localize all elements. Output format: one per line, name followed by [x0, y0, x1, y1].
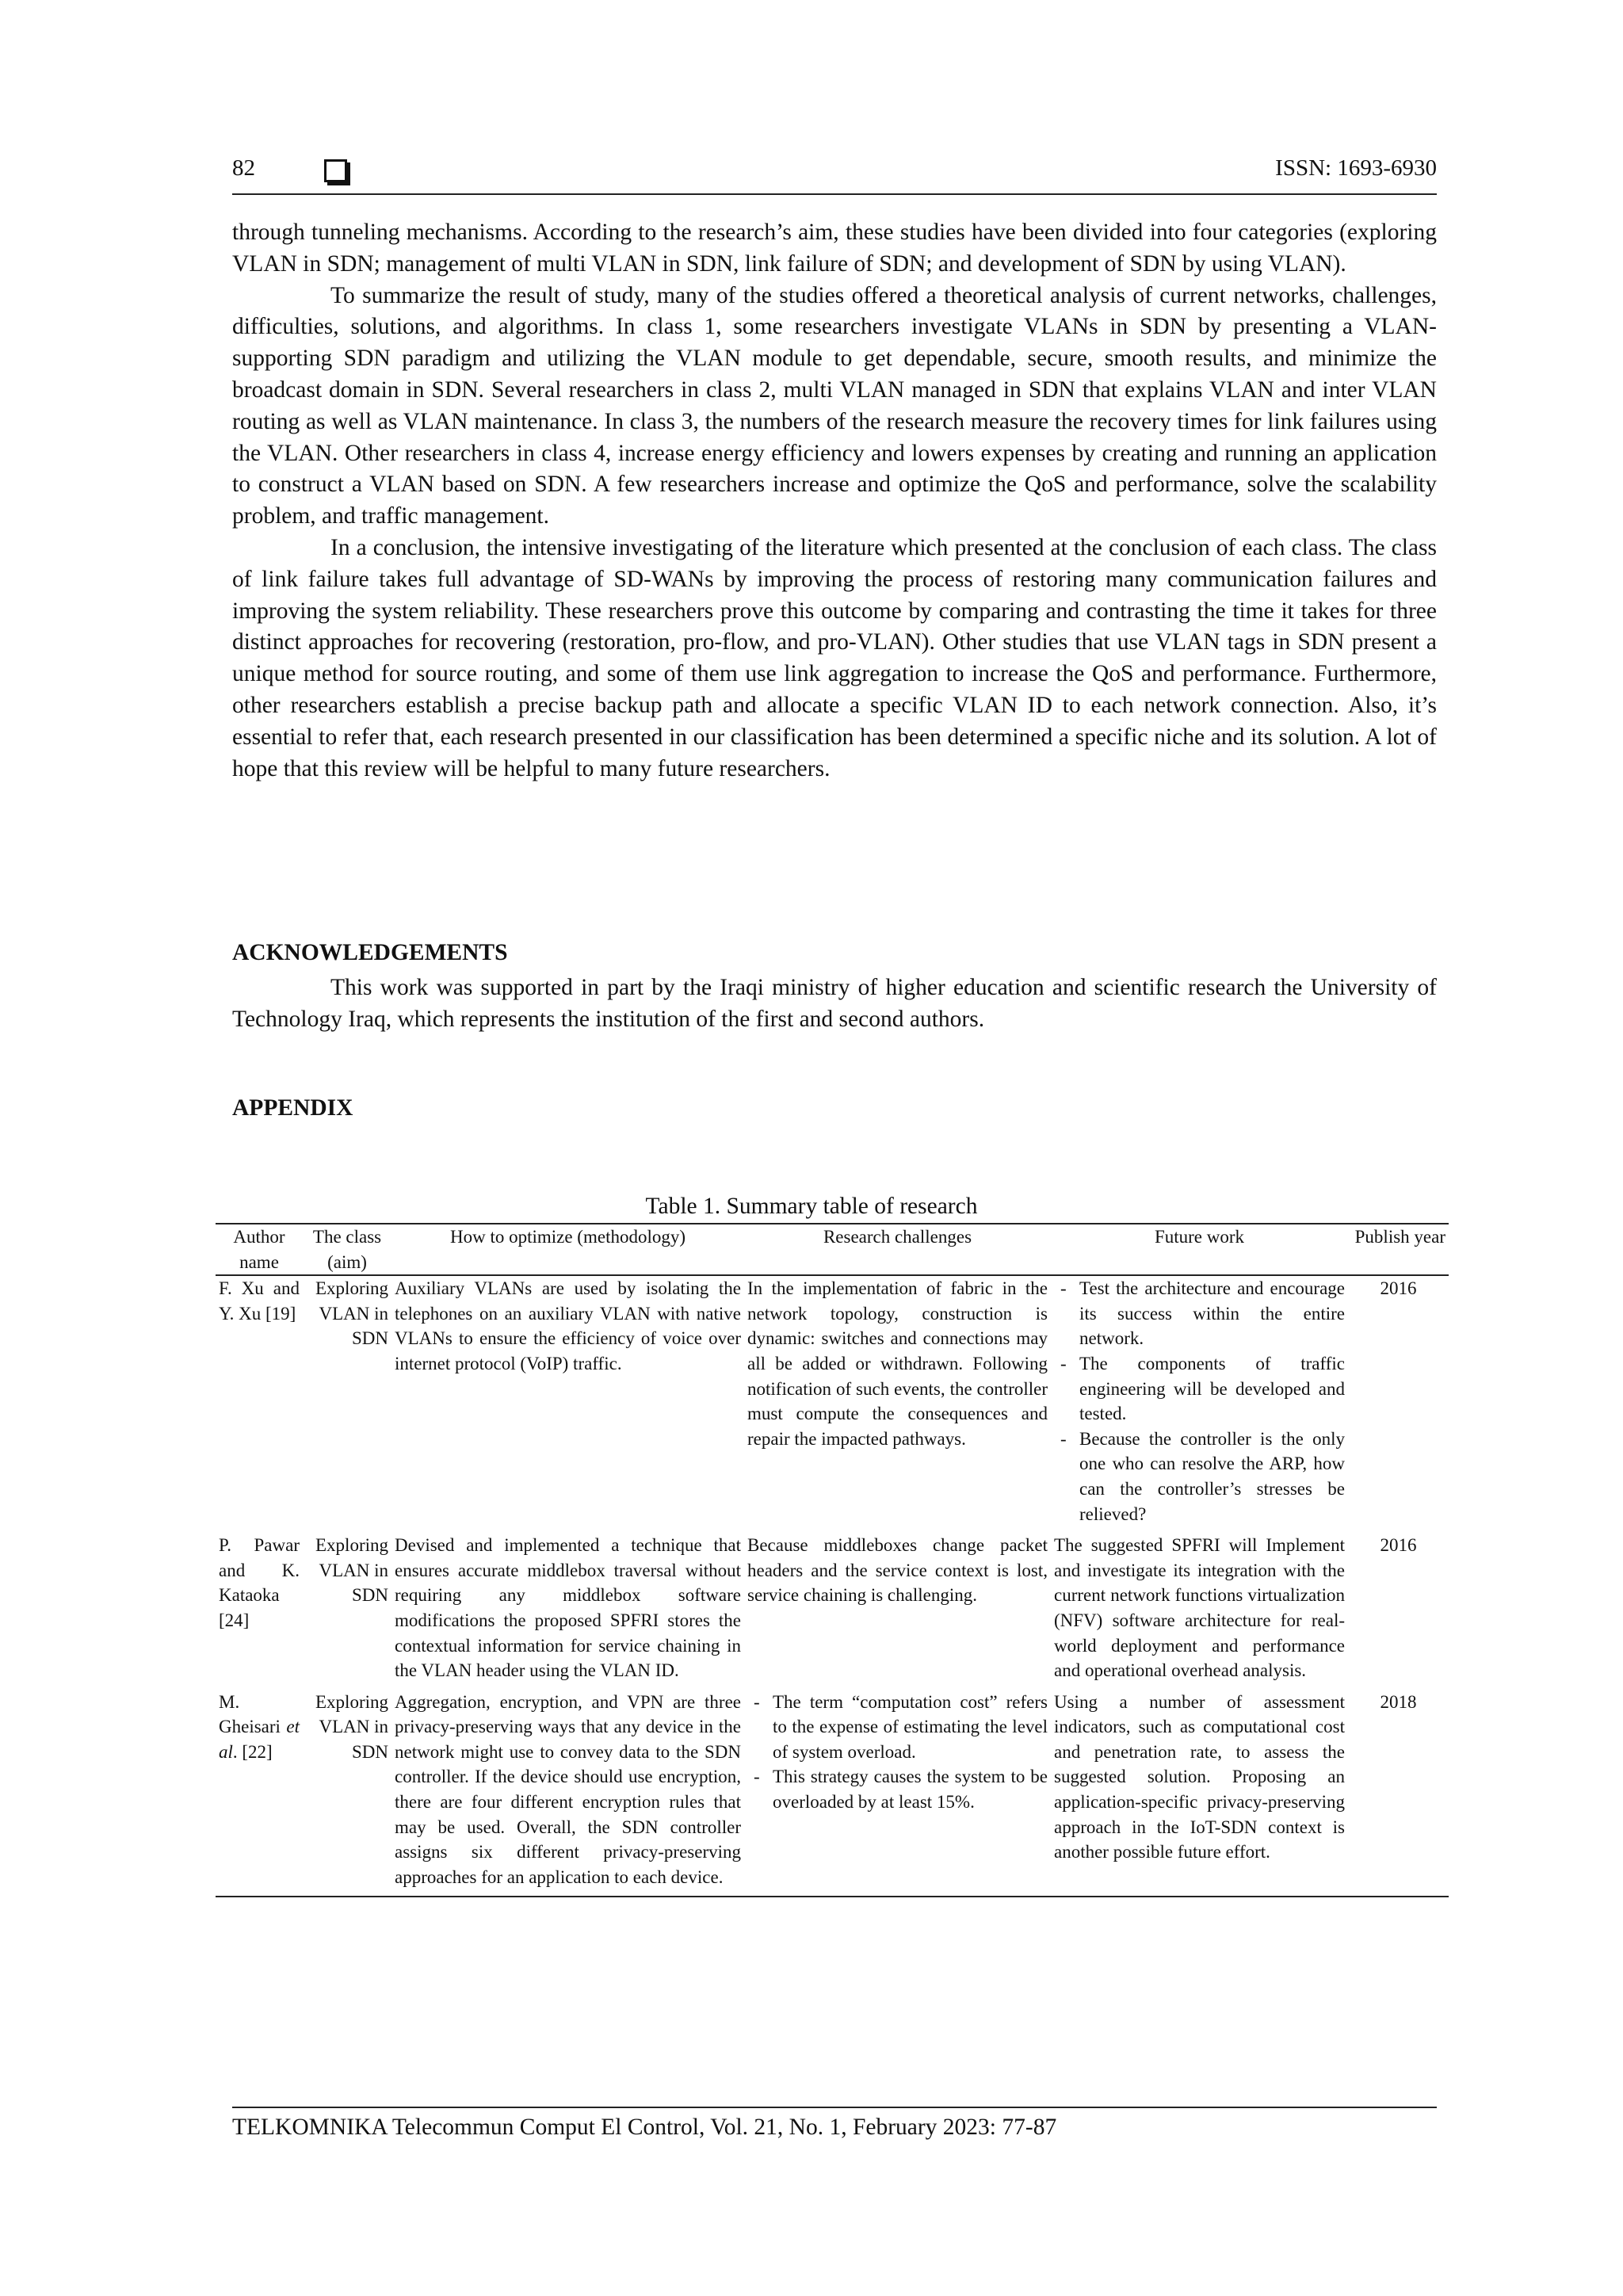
cell-method: Auxiliary VLANs are used by isolating the telephones on an auxiliary VLAN with native VLANs to ensure the efficiency of voice over internet protocol (VoIP) traffic.	[395, 1278, 741, 1373]
table-row	[216, 1533, 1449, 1690]
list-item: - This strategy causes the system to be overloaded by at least 15%.	[747, 1764, 1048, 1814]
list-item: - Because the controller is the only one who can resolve the ARP, how can the controller’s stresses be relieved?	[1054, 1427, 1345, 1526]
square-bullet-icon	[324, 159, 347, 182]
table-caption: Table 1. Summary table of research	[645, 1194, 978, 1219]
future-work-list	[1054, 1276, 1345, 1526]
challenges-list	[747, 1690, 1048, 1815]
cell-future: The suggested SPFRI will Implement and investigate its integration with the current network functions virtualization (NFV) software architecture for real-world deployment and performance and operational overhead analysis.	[1054, 1535, 1345, 1681]
page-header	[232, 155, 1437, 195]
cell-challenges	[744, 1690, 1051, 1897]
header-challenges: Research challenges	[823, 1227, 972, 1247]
issn-label: ISSN: 1693-6930	[1275, 155, 1437, 181]
acknowledgements-text: This work was supported in part by the Iraqi ministry of higher education and scientific research the University of Technology Iraq, which represents the institution of the first and second authors.	[232, 975, 1437, 1032]
cell-year: 2018	[1380, 1691, 1417, 1712]
list-item: - The components of traffic engineering will be developed and tested.	[1054, 1351, 1345, 1427]
cell-year: 2016	[1380, 1535, 1417, 1556]
cell-author	[216, 1690, 303, 1897]
list-item: - Test the architecture and encourage its success within the entire network.	[1054, 1276, 1345, 1351]
cell-method: Aggregation, encryption, and VPN are three privacy-preserving ways that any device in the network might use to convey data to the SDN controller. If the device should use encryption, there are four different encryption rules that may be used. Overall, the SDN controller assigns six different privacy-preserving approaches for an application to each device.	[395, 1691, 741, 1887]
page-number: 82	[232, 155, 255, 181]
body-text	[232, 217, 1437, 785]
cell-author: F. Xu and Y. Xu [19]	[219, 1278, 300, 1324]
author-reference: . [22]	[232, 1741, 273, 1762]
table-row	[216, 1690, 1449, 1897]
summary-table	[216, 1223, 1449, 1897]
table-row	[216, 1275, 1449, 1533]
cell-future: Using a number of assessment indicators, such as computational cost and penetration rate, to assess the suggested solution. Proposing an application-specific privacy-preserving approach in the IoT-SDN context is another possible future effort.	[1054, 1691, 1345, 1862]
cell-class: Exploring VLAN in SDN	[315, 1278, 388, 1349]
page-footer: TELKOMNIKA Telecommun Comput El Control, Vol. 21, No. 1, February 2023: 77-87	[232, 2107, 1437, 2141]
cell-author: P. Pawar and K. Kataoka [24]	[219, 1535, 300, 1630]
body-paragraph-3: In a conclusion, the intensive investigating of the literature which presented at the conclusion of each class. The class of link failure takes full advantage of SD-WANs by improving the process of restoring many communication failures and improving the system reliability. These researchers prove this outcome by comparing and contrasting the time it takes for three distinct approaches for recovering (restoration, pro-flow, and pro-VLAN). Other studies that use VLAN tags in SDN present a unique method for source routing, and some of them use link aggregation to increase the QoS and performance. Furthermore, other researchers establish a precise backup path and allocate a specific VLAN ID to each network connection. Also, it’s essential to refer that, each research presented in our classification has been determined a specific niche and its solution. A lot of hope that this review will be helpful to many future researchers.	[232, 534, 1437, 781]
cell-year: 2016	[1380, 1278, 1417, 1299]
table-header-row	[216, 1224, 1449, 1275]
header-author: Author name	[233, 1227, 285, 1272]
header-method: How to optimize (methodology)	[449, 1227, 686, 1247]
cell-method: Devised and implemented a technique that ensures accurate middlebox traversal without requiring any middlebox software modifications the proposed SPFRI stores the contextual information for service chaining in the VLAN header using the VLAN ID.	[395, 1535, 741, 1681]
cell-class: Exploring VLAN in SDN	[315, 1535, 388, 1606]
cell-class: Exploring VLAN in SDN	[315, 1691, 388, 1762]
appendix-heading: APPENDIX	[232, 1095, 353, 1121]
body-paragraph-2: To summarize the result of study, many of the studies offered a theoretical analysis of current networks, challenges, difficulties, solutions, and algorithms. In class 1, some researchers investigate VLANs in SDN by presenting a VLAN-supporting SDN paradigm and utilizing the VLAN module to get dependable, secure, smooth results, and minimize the broadcast domain in SDN. Several researchers in class 2, multi VLAN managed in SDN that explains VLAN and inter VLAN routing as well as VLAN maintenance. In class 3, the numbers of the research measure the recovery times for link failures using the VLAN. Other researchers in class 4, increase energy efficiency and lowers expenses by creating and running an application to construct a VLAN based on SDN. A few researchers increase and optimize the QoS and performance, solve the scalability problem, and traffic management.	[232, 282, 1437, 529]
header-year: Publish year	[1354, 1227, 1445, 1247]
header-class: The class (aim)	[312, 1227, 382, 1272]
body-paragraph-1: through tunneling mechanisms. According to the research’s aim, these studies have been divided into four categories (exploring VLAN in SDN; management of multi VLAN in SDN, link failure of SDN; and development of SDN by using VLAN).	[232, 220, 1437, 277]
list-item: - The term “computation cost” refers to the expense of estimating the level of system overload.	[747, 1690, 1048, 1765]
author-et-al: et al	[219, 1717, 300, 1762]
acknowledgements-heading: ACKNOWLEDGEMENTS	[232, 940, 508, 965]
cell-challenges: In the implementation of fabric in the network topology, construction is dynamic: switches and connections may all be added or withdrawn. Following notification of such events, the controller must compute the consequences and repair the impacted pathways.	[747, 1278, 1048, 1449]
author-name: M. Gheisari	[219, 1691, 287, 1737]
header-future: Future work	[1154, 1227, 1245, 1247]
cell-future	[1051, 1275, 1348, 1533]
cell-challenges: Because middleboxes change packet headers and the service context is lost, service chaining is challenging.	[747, 1535, 1048, 1606]
